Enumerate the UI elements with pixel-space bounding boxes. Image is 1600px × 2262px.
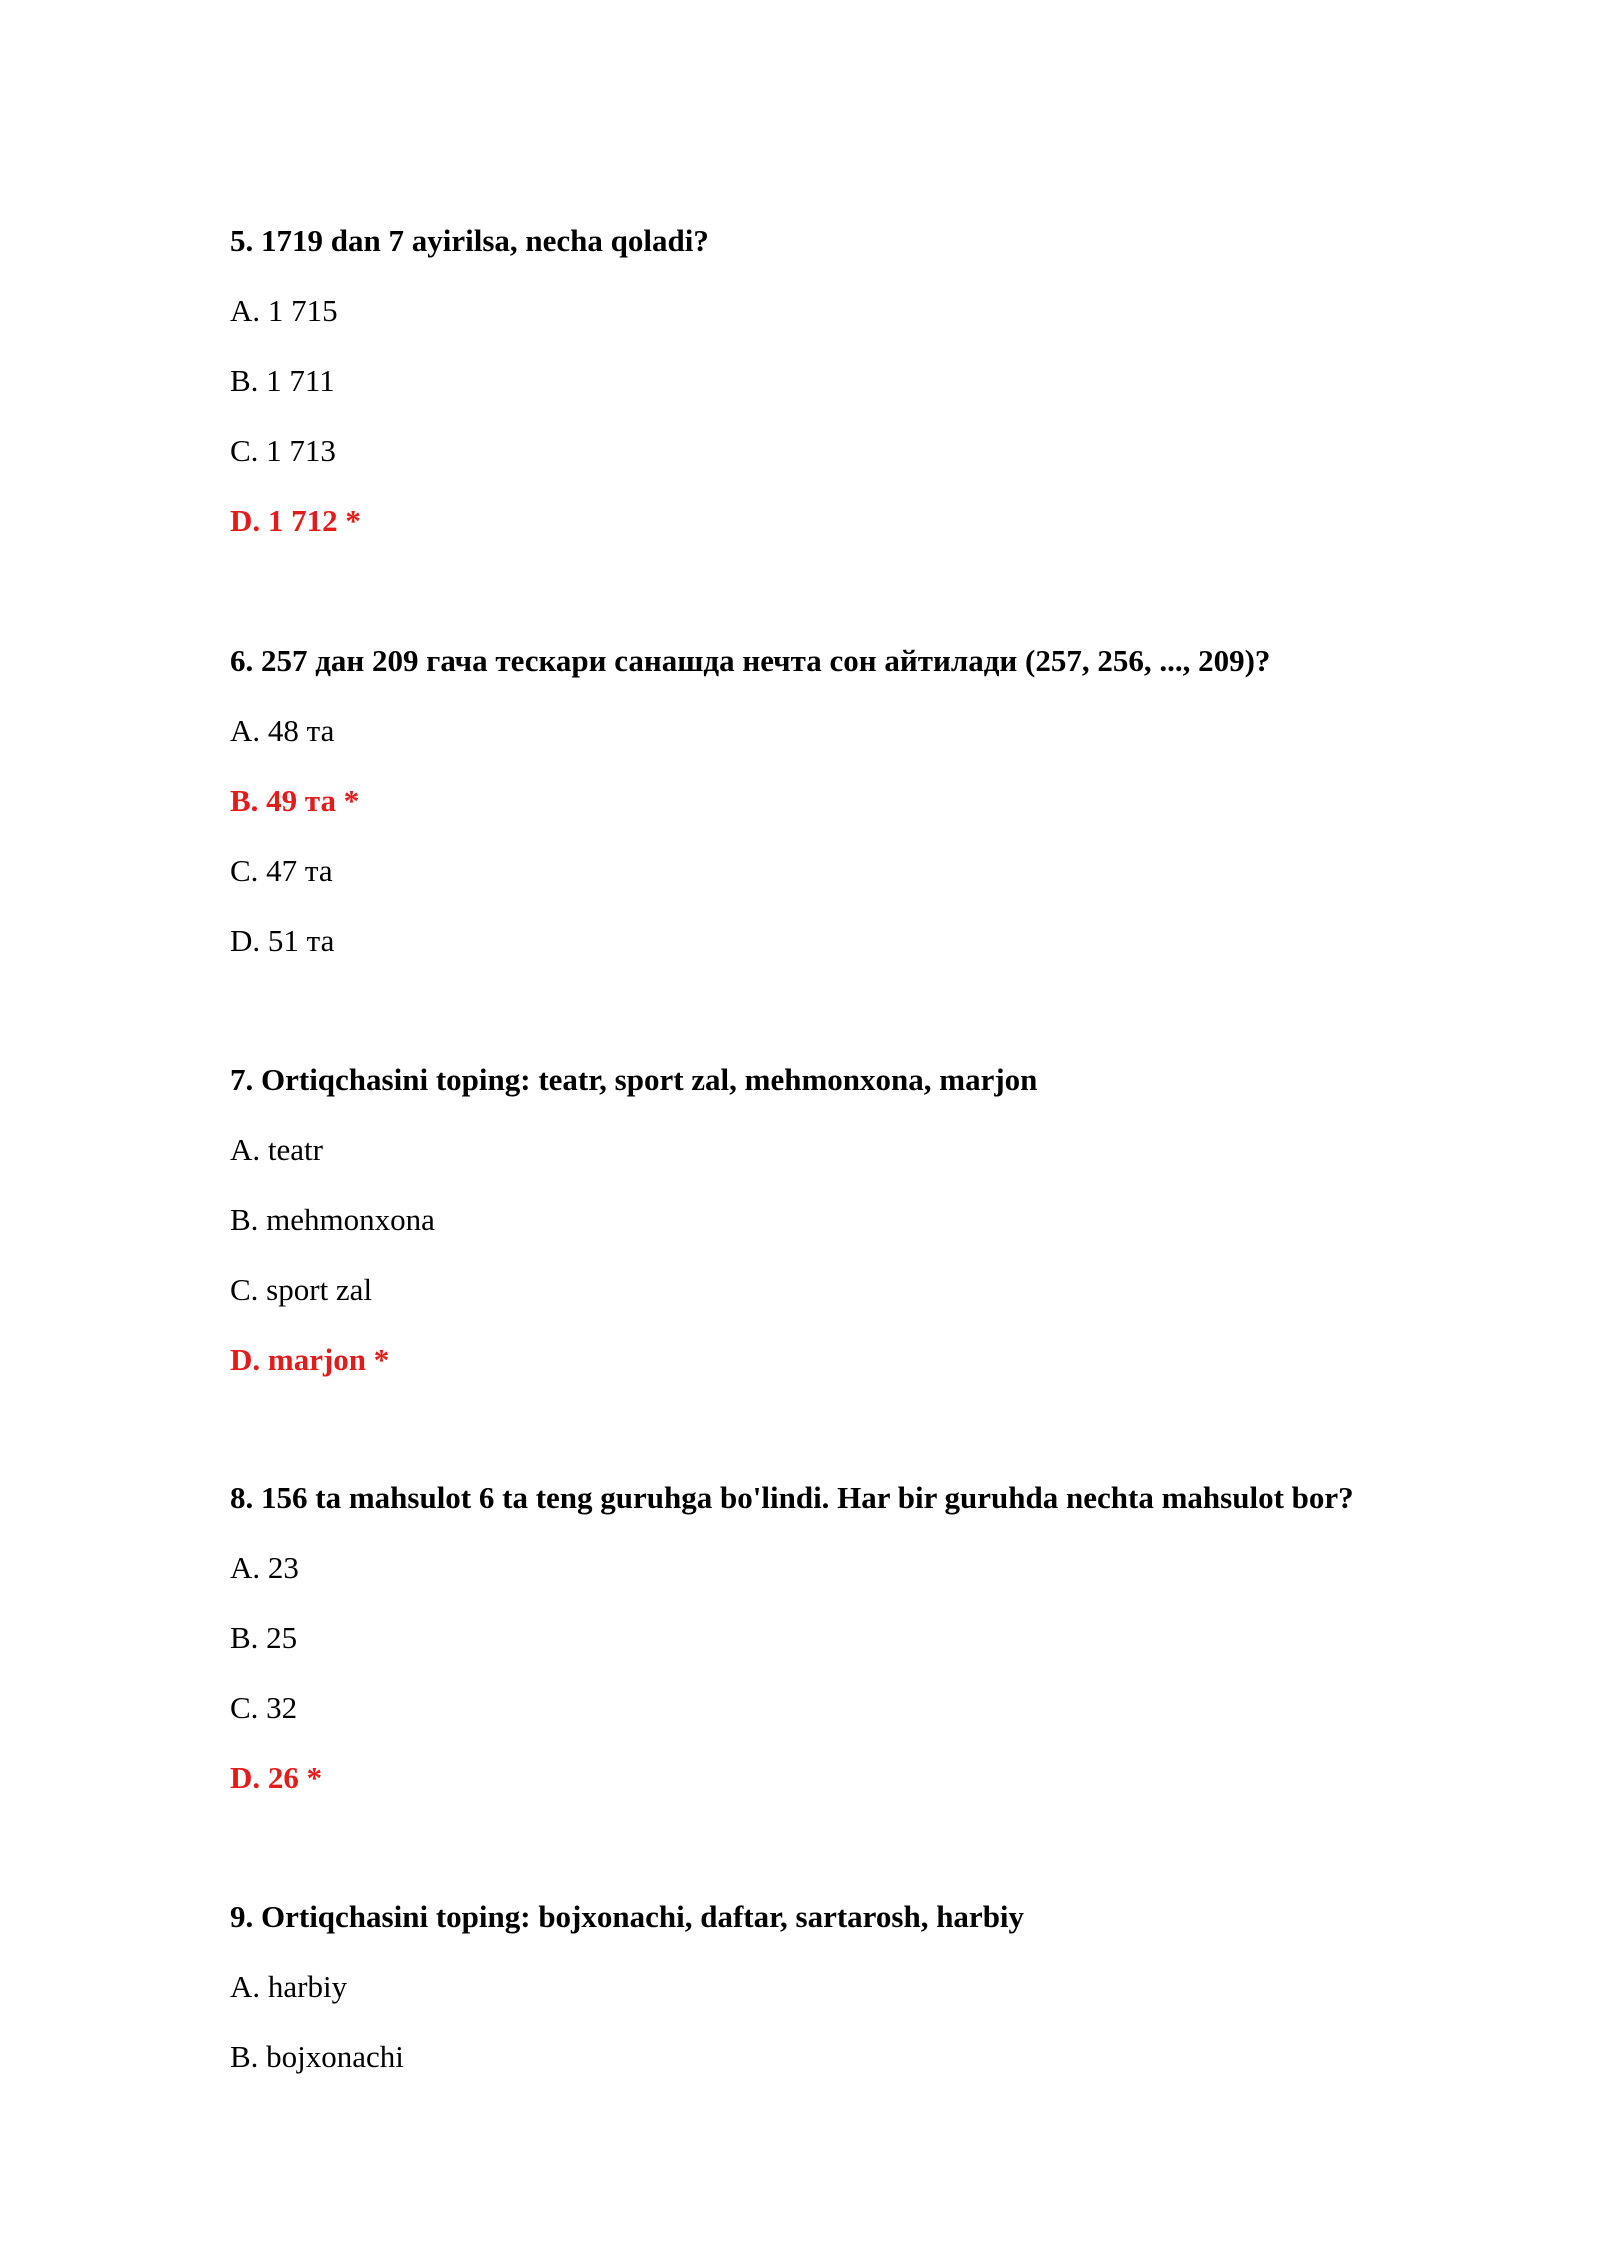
answer-option-b: B. 25 xyxy=(230,1620,298,1655)
answer-option-d: D. 26 * xyxy=(230,1760,323,1795)
answer-option-b: B. mehmonxona xyxy=(230,1202,435,1237)
question-text: 6. 257 дан 209 гача тескари санашда нечта сон айтилади (257, 256, ..., 209)? xyxy=(230,643,1271,678)
answer-option-a: A. 48 та xyxy=(230,713,335,748)
answer-option-d: D. 51 та xyxy=(230,923,335,958)
question-7 xyxy=(230,1060,1530,1377)
question-8 xyxy=(230,1478,1530,1795)
question-text: 7. Ortiqchasini toping: teatr, sport zal, mehmonxona, marjon xyxy=(230,1062,1038,1097)
answer-option-a: A. 1 715 xyxy=(230,293,338,328)
question-5 xyxy=(230,221,1530,538)
question-text: 8. 156 ta mahsulot 6 ta teng guruhga bo'lindi. Har bir guruhda nechta mahsulot bor? xyxy=(230,1480,1354,1515)
answer-option-b: B. 1 711 xyxy=(230,363,335,398)
answer-option-c: C. 47 та xyxy=(230,853,333,888)
answer-option-c: C. 32 xyxy=(230,1690,298,1725)
question-text: 5. 1719 dan 7 ayirilsa, necha qoladi? xyxy=(230,223,709,258)
answer-option-d: D. 1 712 * xyxy=(230,503,361,538)
answer-option-d: D. marjon * xyxy=(230,1342,390,1377)
answer-option-c: C. 1 713 xyxy=(230,433,336,468)
answer-option-b: B. bojxonachi xyxy=(230,2039,404,2074)
question-6 xyxy=(230,641,1530,958)
answer-option-a: A. harbiy xyxy=(230,1969,348,2004)
answer-option-c: C. sport zal xyxy=(230,1272,373,1307)
question-9 xyxy=(230,1897,1530,2074)
answer-option-b: B. 49 та * xyxy=(230,783,360,818)
answer-option-a: A. 23 xyxy=(230,1550,299,1585)
answer-option-a: A. teatr xyxy=(230,1132,323,1167)
question-text: 9. Ortiqchasini toping: bojxonachi, daftar, sartarosh, harbiy xyxy=(230,1899,1025,1934)
